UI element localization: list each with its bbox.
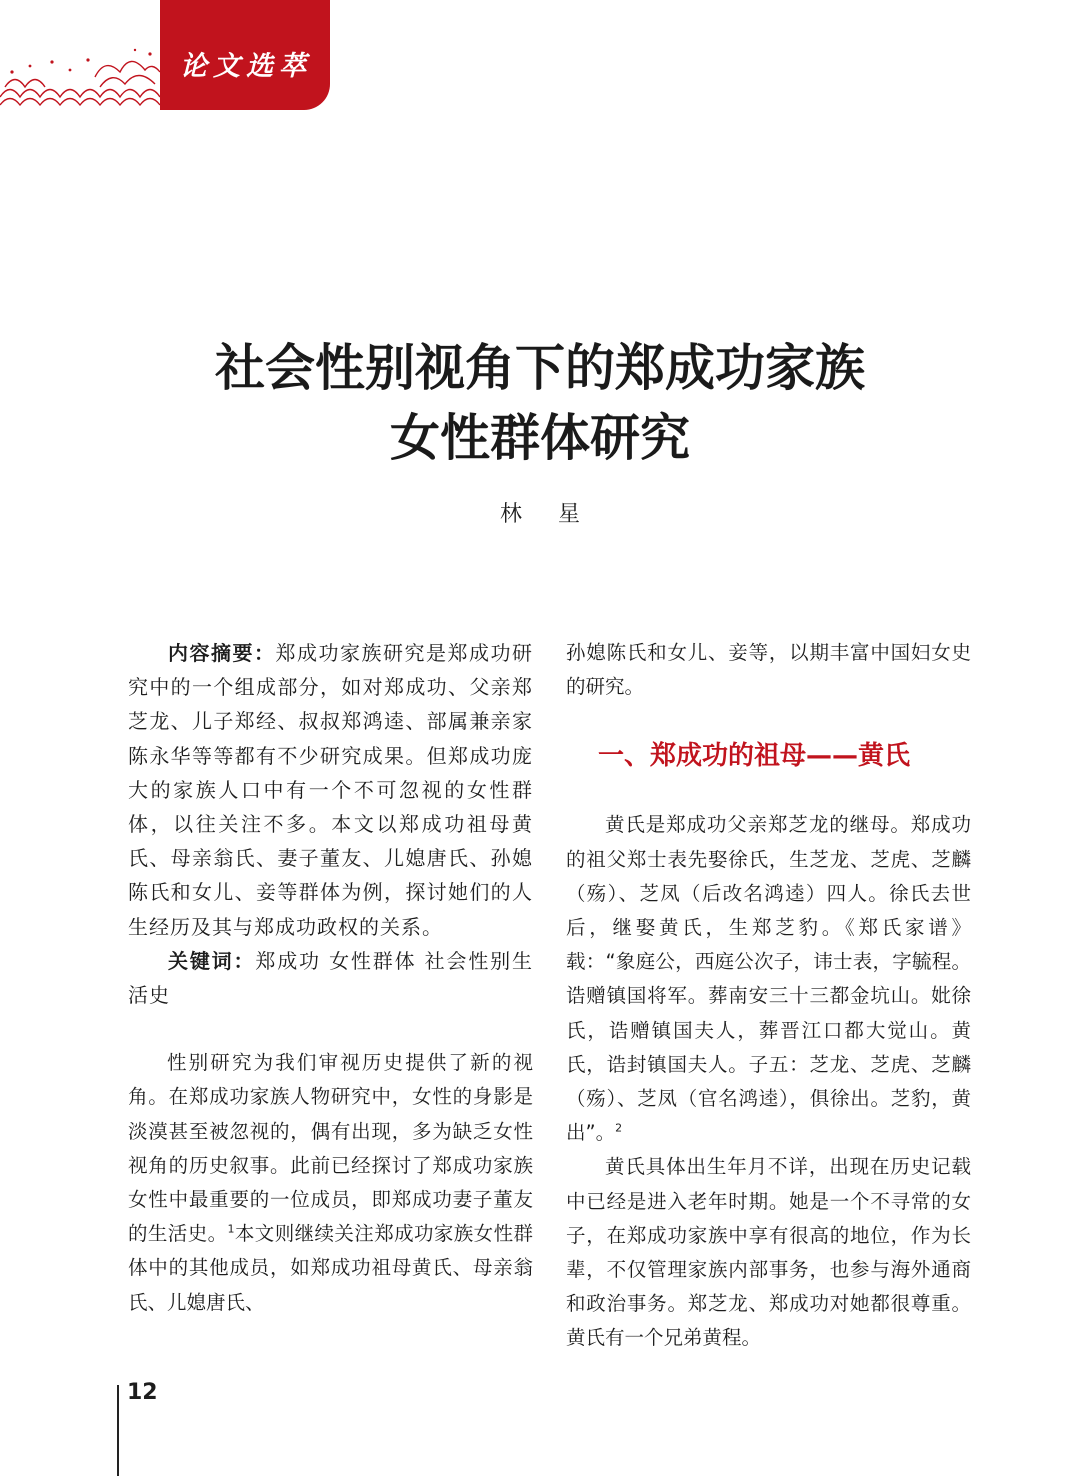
- footnote-ref-2[interactable]: 2: [615, 1121, 623, 1135]
- section-heading: 一、郑成功的祖母——黄氏: [598, 741, 911, 772]
- wave-ornament-icon: [0, 42, 165, 112]
- title-line-1: 社会性别视角下的郑成功家族: [215, 339, 865, 397]
- title-line-2: 女性群体研究: [390, 409, 690, 467]
- page-divider: [117, 1385, 119, 1476]
- abstract: [128, 636, 533, 944]
- section-label: 论文选萃: [180, 51, 312, 82]
- section-paragraph-1-text: 黄氏是郑成功父亲郑芝龙的继母。郑成功的祖父郑士表先娶徐氏，生芝龙、芝虎、芝麟（殇）、芝凤（后改名鸿逵）四人。徐氏去世后，继娶黄氏，生郑芝豹。《郑氏家谱》载：“象庭公，西庭公次子，讳士表，字毓程。诰赠镇国将军。葬南安三十三都金坑山。妣徐氏，诰赠镇国夫人，葬晋江口都大觉山。黄氏，诰封镇国夫人。子五：芝龙、芝虎、芝麟（殇）、芝凤（官名鸿逵），俱徐出。芝豹，黄出”。: [566, 813, 971, 1145]
- page-number: 12: [127, 1380, 158, 1405]
- author-name: 林星: [499, 502, 616, 527]
- left-column: [128, 636, 533, 1320]
- article-title: [0, 333, 1080, 473]
- footnote-ref-1[interactable]: 1: [227, 1222, 235, 1236]
- section-paragraph-2: 黄氏具体出生年月不详，出现在历史记载中已经是进入老年时期。她是一个不寻常的女子，在郑成功家族中享有很高的地位，作为长辈，不仅管理家族内部事务，也参与海外通商和政治事务。郑芝龙、郑成功对她都很尊重。黄氏有一个兄弟黄程。: [566, 1155, 971, 1350]
- intro-continuation: 孙媳陈氏和女儿、妾等，以期丰富中国妇女史的研究。: [566, 641, 971, 699]
- section-paragraph-1: [566, 808, 971, 1150]
- right-column: [566, 636, 971, 1356]
- intro-text-a: 性别研究为我们审视历史提供了新的视角。在郑成功家族人物研究中，女性的身影是淡漠甚至被忽视的，偶有出现，多为缺乏女性视角的历史叙事。此前已经探讨了郑成功家族女性中最重要的一位成员，即郑成功妻子董友的生活史。: [128, 1051, 533, 1246]
- intro-text-b: 本文则继续关注郑成功家族女性群体中的其他成员，如郑成功祖母黄氏、母亲翁氏、儿媳唐氏、: [128, 1222, 533, 1314]
- abstract-text: 郑成功家族研究是郑成功研究中的一个组成部分，如对郑成功、父亲郑芝龙、儿子郑经、叔叔郑鸿逵、部属兼亲家陈永华等等都有不少研究成果。但郑成功庞大的家族人口中有一个不可忽视的女性群体，以往关注不多。本文以郑成功祖母黄氏、母亲翁氏、妻子董友、儿媳唐氏、孙媳陈氏和女儿、妾等群体为例，探讨她们的人生经历及其与郑成功政权的关系。: [128, 641, 533, 939]
- keywords-text: 郑成功 女性群体 社会性别生活史: [128, 948, 534, 1008]
- intro-paragraph: [128, 1046, 533, 1320]
- abstract-label: 内容摘要：: [168, 641, 276, 665]
- keywords-label: 关键词：: [168, 948, 256, 973]
- keywords: [128, 944, 533, 1012]
